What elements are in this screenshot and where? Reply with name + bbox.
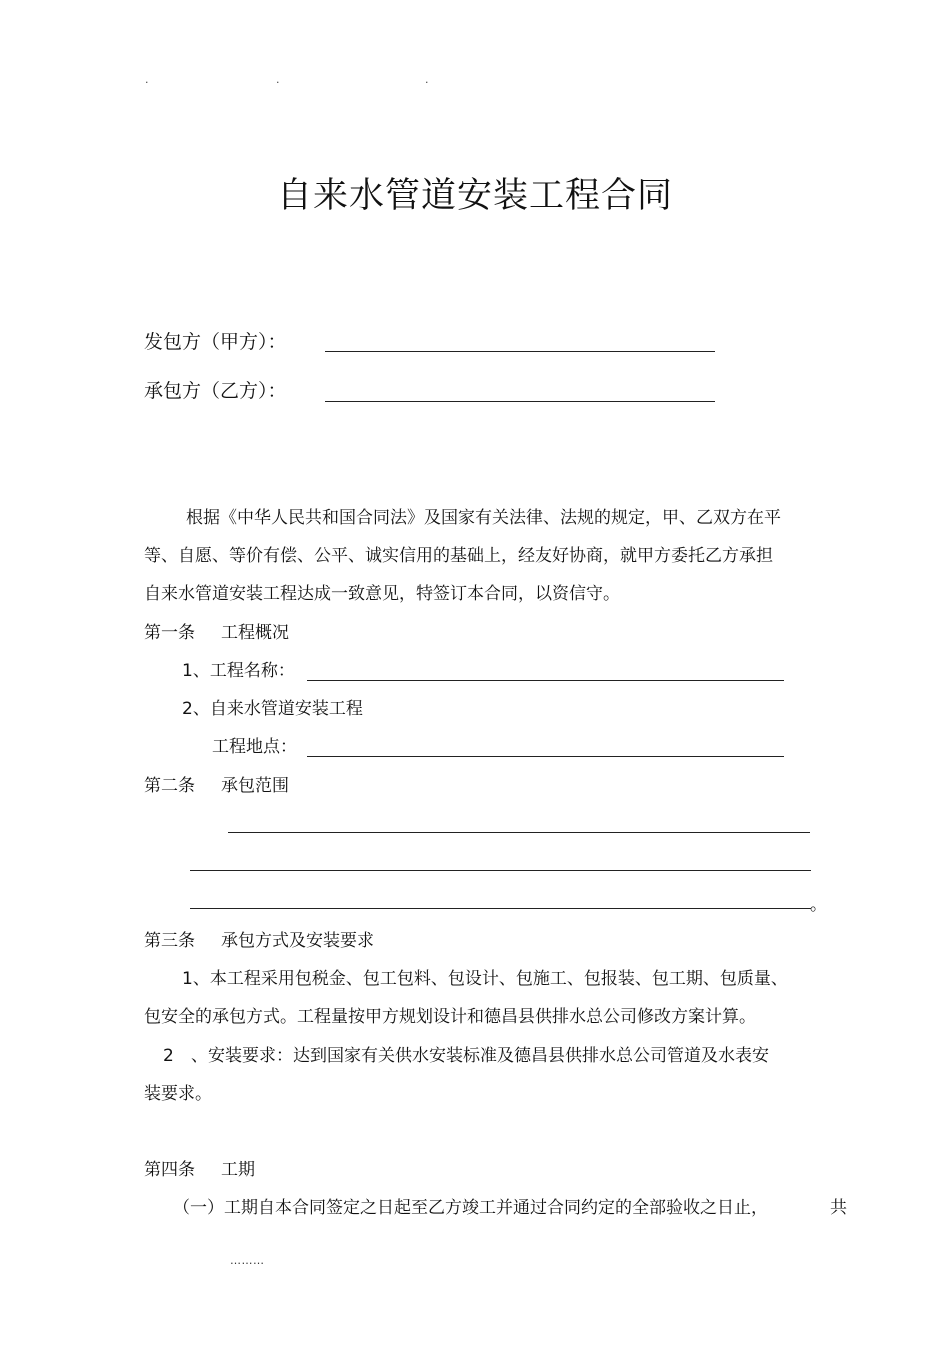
clause-4-title: 工期 [221,1160,255,1180]
project-location-label: 工程地点： [212,737,297,757]
party-a-blank [325,351,715,352]
clause-3-p2-number: 2 [163,1046,174,1066]
clause-2-heading [144,774,444,798]
preamble-line-3: 自来水管道安装工程达成一致意见，特签订本合同，以资信守。 [144,584,620,604]
preamble-line-2: 等、自愿、等价有偿、公平、诚实信用的基础上，经友好协商，就甲方委托乙方承担 [144,546,773,566]
clause-3-heading [144,929,544,953]
clause-1-title: 工程概况 [221,623,289,643]
header-dots [0,74,950,86]
clause-2-title: 承包范围 [221,776,289,796]
header-dot: . [145,73,149,86]
clause-3-p1-line-1: 1、本工程采用包税金、包工包料、包设计、包施工、包报装、包工期、包质量、 [182,969,788,989]
scope-blank-line-3 [190,908,811,909]
clause-4-number: 第四条 [144,1160,195,1180]
clause-3-number: 第三条 [144,931,195,951]
header-dot: . [425,73,429,86]
clause-3-p2-line-2: 装要求。 [144,1084,212,1104]
clause-2-number: 第二条 [144,776,195,796]
clause-3-p2-line-1: 、安装要求：达到国家有关供水安装标准及德昌县供排水总公司管道及水表安 [191,1046,769,1066]
project-name-label: 1、工程名称： [182,661,295,681]
clause-4-heading [144,1158,444,1182]
party-b-label: 承包方（乙方）： [144,380,287,402]
project-name-blank [307,680,784,681]
scope-end-mark: 。 [810,895,827,915]
page-continuation-dots: ……… [230,1254,265,1267]
preamble-line-1: 根据《中华人民共和国合同法》及国家有关法律、法规的规定，甲、乙双方在平 [186,508,781,528]
scope-blank-line-1 [228,832,810,833]
header-dot: . [276,73,280,86]
party-a-label: 发包方（甲方）： [144,331,287,353]
clause-3-title: 承包方式及安装要求 [221,931,374,951]
party-b-blank [325,401,715,402]
page-title: 自来水管道安装工程合同 [276,176,673,216]
item-2-label: 2、自来水管道安装工程 [182,699,363,719]
scope-blank-line-2 [190,870,811,871]
clause-3-p1-line-2: 包安全的承包方式。工程量按甲方规划设计和德昌县供排水总公司修改方案计算。 [144,1007,756,1027]
clause-4-p1-tail: 共 [830,1198,847,1218]
project-location-blank [307,756,784,757]
clause-1-heading [144,621,444,645]
clause-1-number: 第一条 [144,623,195,643]
clause-4-p1-line-1: （一）工期自本合同签定之日起至乙方竣工并通过合同约定的全部验收之日止， [173,1198,768,1218]
